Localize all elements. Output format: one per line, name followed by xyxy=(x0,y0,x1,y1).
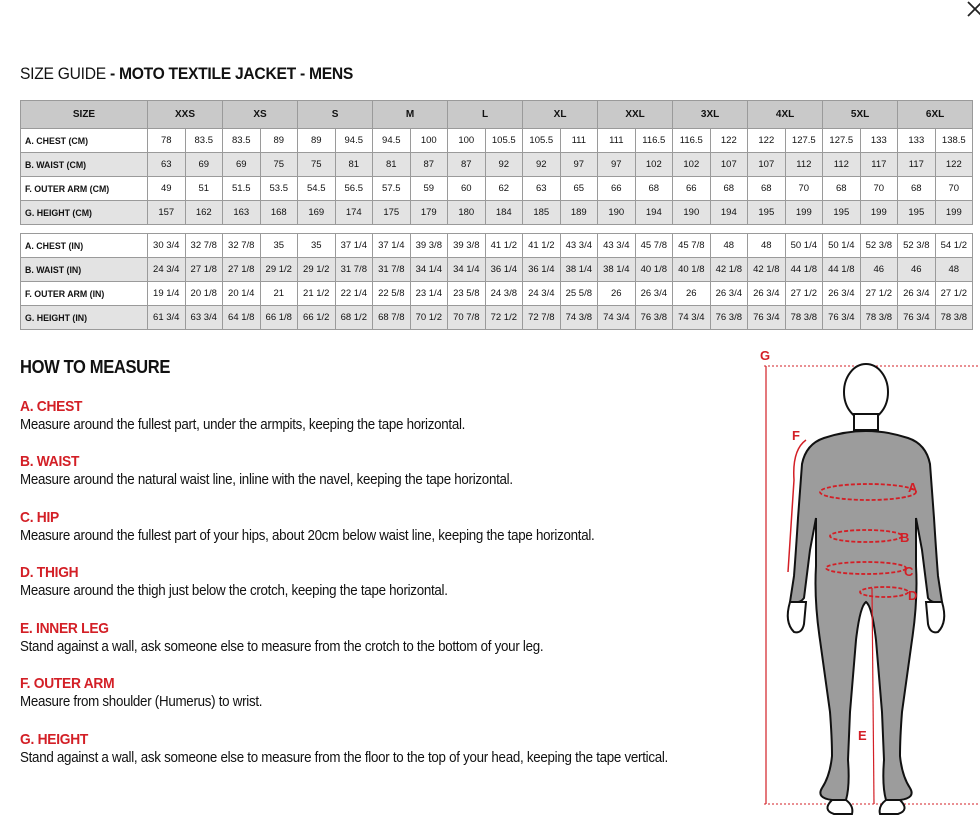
size-header-4xl: 4XL xyxy=(748,101,823,129)
table-cell: 175 xyxy=(373,201,411,225)
table-cell: 52 3/8 xyxy=(860,234,898,258)
table-cell: 194 xyxy=(635,201,673,225)
row-label: G. HEIGHT (CM) xyxy=(21,201,148,225)
row-label: F. OUTER ARM (IN) xyxy=(21,282,148,306)
table-cell: 46 xyxy=(860,258,898,282)
table-cell: 168 xyxy=(260,201,298,225)
table-cell: 25 5/8 xyxy=(560,282,598,306)
label-c: C xyxy=(904,564,914,579)
table-cell: 69 xyxy=(185,153,223,177)
table-cell: 94.5 xyxy=(373,129,411,153)
table-cell: 122 xyxy=(710,129,748,153)
size-header-s: S xyxy=(298,101,373,129)
table-cell: 51.5 xyxy=(223,177,261,201)
table-cell: 32 7/8 xyxy=(185,234,223,258)
table-cell: 49 xyxy=(148,177,186,201)
table-cell: 19 1/4 xyxy=(148,282,186,306)
table-cell: 68 xyxy=(710,177,748,201)
table-cell: 52 3/8 xyxy=(898,234,936,258)
measure-item-height xyxy=(20,731,724,766)
table-cell: 37 1/4 xyxy=(373,234,411,258)
table-cell: 68 xyxy=(898,177,936,201)
measure-description: Measure around the fullest part of your hips, about 20cm below waist line, keeping the tape horizontal. xyxy=(20,528,595,544)
table-row xyxy=(21,201,973,225)
table-row xyxy=(21,177,973,201)
table-cell: 83.5 xyxy=(223,129,261,153)
table-cell: 61 3/4 xyxy=(148,306,186,330)
table-cell: 24 3/4 xyxy=(148,258,186,282)
table-cell: 190 xyxy=(598,201,636,225)
table-cell: 41 1/2 xyxy=(523,234,561,258)
table-cell: 57.5 xyxy=(373,177,411,201)
size-table xyxy=(20,100,973,330)
table-cell: 69 xyxy=(223,153,261,177)
table-cell: 111 xyxy=(598,129,636,153)
table-cell: 63 xyxy=(523,177,561,201)
measure-description: Measure around the fullest part, under the armpits, keeping the tape horizontal. xyxy=(20,417,466,433)
table-cell: 184 xyxy=(485,201,523,225)
table-cell: 78 xyxy=(148,129,186,153)
table-cell: 34 1/4 xyxy=(448,258,486,282)
table-cell: 97 xyxy=(560,153,598,177)
table-cell: 116.5 xyxy=(673,129,711,153)
measure-heading: E. INNER LEG xyxy=(20,620,109,637)
table-cell: 35 xyxy=(260,234,298,258)
table-cell: 66 xyxy=(673,177,711,201)
table-cell: 94.5 xyxy=(335,129,373,153)
table-cell: 127.5 xyxy=(785,129,823,153)
table-row xyxy=(21,258,973,282)
size-header-label: SIZE xyxy=(21,101,148,129)
table-cell: 27 1/2 xyxy=(860,282,898,306)
table-cell: 35 xyxy=(298,234,336,258)
table-cell: 74 3/4 xyxy=(673,306,711,330)
table-cell: 38 1/4 xyxy=(560,258,598,282)
table-cell: 66 1/2 xyxy=(298,306,336,330)
measure-item-outer-arm xyxy=(20,675,283,710)
table-cell: 78 3/8 xyxy=(860,306,898,330)
table-cell: 31 7/8 xyxy=(373,258,411,282)
table-cell: 24 3/8 xyxy=(485,282,523,306)
size-header-l: L xyxy=(448,101,523,129)
table-row xyxy=(21,129,973,153)
table-cell: 189 xyxy=(560,201,598,225)
size-header-5xl: 5XL xyxy=(823,101,898,129)
table-cell: 138.5 xyxy=(935,129,973,153)
table-cell: 87 xyxy=(410,153,448,177)
table-cell: 53.5 xyxy=(260,177,298,201)
table-cell: 70 xyxy=(785,177,823,201)
table-cell: 117 xyxy=(898,153,936,177)
label-d: D xyxy=(908,588,918,603)
table-row xyxy=(21,306,973,330)
table-cell: 46 xyxy=(898,258,936,282)
size-header-xl: XL xyxy=(523,101,598,129)
table-cell: 76 3/4 xyxy=(748,306,786,330)
size-header-3xl: 3XL xyxy=(673,101,748,129)
table-cell: 38 1/4 xyxy=(598,258,636,282)
table-cell: 127.5 xyxy=(823,129,861,153)
table-cell: 36 1/4 xyxy=(485,258,523,282)
measure-heading: C. HIP xyxy=(20,509,59,526)
table-cell: 76 3/4 xyxy=(823,306,861,330)
table-cell: 48 xyxy=(748,234,786,258)
table-cell: 41 1/2 xyxy=(485,234,523,258)
table-cell: 74 3/4 xyxy=(598,306,636,330)
measure-description: Stand against a wall, ask someone else to measure from the floor to the top of your head, keeping the tape vertical. xyxy=(20,750,668,766)
table-cell: 76 3/8 xyxy=(635,306,673,330)
table-cell: 22 1/4 xyxy=(335,282,373,306)
table-cell: 157 xyxy=(148,201,186,225)
table-cell: 29 1/2 xyxy=(260,258,298,282)
table-cell: 34 1/4 xyxy=(410,258,448,282)
how-to-measure-title: HOW TO MEASURE xyxy=(20,357,171,377)
table-cell: 42 1/8 xyxy=(748,258,786,282)
table-cell: 26 3/4 xyxy=(710,282,748,306)
table-cell: 50 1/4 xyxy=(785,234,823,258)
table-cell: 89 xyxy=(260,129,298,153)
table-cell: 133 xyxy=(898,129,936,153)
table-cell: 195 xyxy=(823,201,861,225)
table-spacer-row xyxy=(21,225,973,234)
size-header-6xl: 6XL xyxy=(898,101,973,129)
page-title xyxy=(20,64,353,84)
table-cell: 180 xyxy=(448,201,486,225)
table-cell: 40 1/8 xyxy=(673,258,711,282)
label-e: E xyxy=(858,728,867,743)
table-cell: 27 1/2 xyxy=(935,282,973,306)
measure-description: Measure from shoulder (Humerus) to wrist. xyxy=(20,694,263,710)
measure-heading: B. WAIST xyxy=(20,453,80,470)
table-cell: 26 3/4 xyxy=(898,282,936,306)
table-cell: 75 xyxy=(298,153,336,177)
table-cell: 54 1/2 xyxy=(935,234,973,258)
row-label: B. WAIST (CM) xyxy=(21,153,148,177)
table-cell: 39 3/8 xyxy=(410,234,448,258)
label-g: G xyxy=(760,348,771,363)
table-cell: 122 xyxy=(748,129,786,153)
table-cell: 65 xyxy=(560,177,598,201)
table-cell: 29 1/2 xyxy=(298,258,336,282)
table-cell: 56.5 xyxy=(335,177,373,201)
table-cell: 162 xyxy=(185,201,223,225)
table-cell: 32 7/8 xyxy=(223,234,261,258)
table-cell: 70 7/8 xyxy=(448,306,486,330)
table-cell: 70 1/2 xyxy=(410,306,448,330)
measure-item-waist xyxy=(20,453,556,488)
table-cell: 194 xyxy=(710,201,748,225)
table-cell: 68 1/2 xyxy=(335,306,373,330)
table-cell: 48 xyxy=(935,258,973,282)
close-icon[interactable] xyxy=(962,0,980,20)
label-f: F xyxy=(792,428,800,443)
table-cell: 122 xyxy=(935,153,973,177)
table-cell: 68 xyxy=(823,177,861,201)
table-cell: 107 xyxy=(710,153,748,177)
measure-description: Stand against a wall, ask someone else to measure from the crotch to the bottom of your leg. xyxy=(20,639,544,655)
table-cell: 169 xyxy=(298,201,336,225)
table-cell: 70 xyxy=(935,177,973,201)
table-cell: 76 3/8 xyxy=(710,306,748,330)
table-cell: 23 5/8 xyxy=(448,282,486,306)
table-cell: 40 1/8 xyxy=(635,258,673,282)
table-cell: 50 1/4 xyxy=(823,234,861,258)
measure-item-thigh xyxy=(20,564,485,599)
table-cell: 26 3/4 xyxy=(748,282,786,306)
table-cell: 68 7/8 xyxy=(373,306,411,330)
table-cell: 30 3/4 xyxy=(148,234,186,258)
table-cell: 105.5 xyxy=(485,129,523,153)
table-cell: 26 3/4 xyxy=(823,282,861,306)
table-cell: 43 3/4 xyxy=(560,234,598,258)
table-cell: 163 xyxy=(223,201,261,225)
table-cell: 45 7/8 xyxy=(635,234,673,258)
table-cell: 45 7/8 xyxy=(673,234,711,258)
table-cell: 68 xyxy=(635,177,673,201)
table-cell: 174 xyxy=(335,201,373,225)
table-cell: 63 xyxy=(148,153,186,177)
table-cell: 97 xyxy=(598,153,636,177)
table-cell: 74 3/8 xyxy=(560,306,598,330)
row-label: G. HEIGHT (IN) xyxy=(21,306,148,330)
table-cell: 59 xyxy=(410,177,448,201)
table-cell: 66 xyxy=(598,177,636,201)
size-header-xxl: XXL xyxy=(598,101,673,129)
table-cell: 62 xyxy=(485,177,523,201)
label-b: B xyxy=(900,530,910,545)
table-cell: 51 xyxy=(185,177,223,201)
table-cell: 26 xyxy=(598,282,636,306)
size-header-m: M xyxy=(373,101,448,129)
table-cell: 26 3/4 xyxy=(635,282,673,306)
table-cell: 42 1/8 xyxy=(710,258,748,282)
table-cell: 21 1/2 xyxy=(298,282,336,306)
table-cell: 64 1/8 xyxy=(223,306,261,330)
size-header-row xyxy=(21,101,973,129)
table-cell: 102 xyxy=(635,153,673,177)
measure-heading: D. THIGH xyxy=(20,564,79,581)
measure-item-chest xyxy=(20,398,504,433)
table-cell: 179 xyxy=(410,201,448,225)
table-cell: 81 xyxy=(373,153,411,177)
table-cell: 27 1/8 xyxy=(223,258,261,282)
table-cell: 117 xyxy=(860,153,898,177)
table-cell: 20 1/8 xyxy=(185,282,223,306)
table-cell: 92 xyxy=(523,153,561,177)
table-cell: 31 7/8 xyxy=(335,258,373,282)
table-cell: 133 xyxy=(860,129,898,153)
table-cell: 37 1/4 xyxy=(335,234,373,258)
size-header-xs: XS xyxy=(223,101,298,129)
table-cell: 66 1/8 xyxy=(260,306,298,330)
title-product: - MOTO TEXTILE JACKET - MENS xyxy=(105,64,354,83)
table-cell: 92 xyxy=(485,153,523,177)
table-spacer xyxy=(21,225,973,234)
size-header-xxs: XXS xyxy=(148,101,223,129)
table-cell: 43 3/4 xyxy=(598,234,636,258)
table-cell: 63 3/4 xyxy=(185,306,223,330)
table-cell: 185 xyxy=(523,201,561,225)
table-cell: 105.5 xyxy=(523,129,561,153)
table-cell: 107 xyxy=(748,153,786,177)
table-cell: 81 xyxy=(335,153,373,177)
table-cell: 54.5 xyxy=(298,177,336,201)
measure-heading: G. HEIGHT xyxy=(20,731,89,748)
measure-heading: A. CHEST xyxy=(20,398,83,415)
table-cell: 199 xyxy=(860,201,898,225)
table-cell: 111 xyxy=(560,129,598,153)
table-cell: 199 xyxy=(935,201,973,225)
table-cell: 70 xyxy=(860,177,898,201)
row-label: B. WAIST (IN) xyxy=(21,258,148,282)
table-cell: 89 xyxy=(298,129,336,153)
table-row xyxy=(21,153,973,177)
table-cell: 83.5 xyxy=(185,129,223,153)
label-a: A xyxy=(908,480,918,495)
table-cell: 100 xyxy=(410,129,448,153)
measure-item-hip xyxy=(20,509,644,544)
table-cell: 76 3/4 xyxy=(898,306,936,330)
title-prefix: SIZE GUIDE xyxy=(20,64,106,83)
table-cell: 102 xyxy=(673,153,711,177)
row-label: A. CHEST (IN) xyxy=(21,234,148,258)
table-cell: 44 1/8 xyxy=(823,258,861,282)
table-cell: 195 xyxy=(748,201,786,225)
table-cell: 27 1/2 xyxy=(785,282,823,306)
table-cell: 21 xyxy=(260,282,298,306)
table-cell: 68 xyxy=(748,177,786,201)
table-cell: 44 1/8 xyxy=(785,258,823,282)
table-cell: 87 xyxy=(448,153,486,177)
table-cell: 195 xyxy=(898,201,936,225)
table-cell: 39 3/8 xyxy=(448,234,486,258)
table-cell: 26 xyxy=(673,282,711,306)
table-cell: 72 7/8 xyxy=(523,306,561,330)
table-cell: 22 5/8 xyxy=(373,282,411,306)
table-cell: 190 xyxy=(673,201,711,225)
table-cell: 60 xyxy=(448,177,486,201)
table-cell: 199 xyxy=(785,201,823,225)
table-cell: 116.5 xyxy=(635,129,673,153)
table-cell: 23 1/4 xyxy=(410,282,448,306)
table-cell: 27 1/8 xyxy=(185,258,223,282)
row-label: F. OUTER ARM (CM) xyxy=(21,177,148,201)
row-label: A. CHEST (CM) xyxy=(21,129,148,153)
measure-item-inner-leg xyxy=(20,620,589,655)
table-row xyxy=(21,234,973,258)
table-cell: 24 3/4 xyxy=(523,282,561,306)
table-cell: 72 1/2 xyxy=(485,306,523,330)
table-row xyxy=(21,282,973,306)
table-cell: 78 3/8 xyxy=(785,306,823,330)
table-cell: 78 3/8 xyxy=(935,306,973,330)
table-cell: 20 1/4 xyxy=(223,282,261,306)
table-cell: 112 xyxy=(785,153,823,177)
table-cell: 36 1/4 xyxy=(523,258,561,282)
measure-description: Measure around the thigh just below the crotch, keeping the tape horizontal. xyxy=(20,583,448,599)
table-cell: 112 xyxy=(823,153,861,177)
table-cell: 100 xyxy=(448,129,486,153)
table-cell: 75 xyxy=(260,153,298,177)
measure-description: Measure around the natural waist line, inline with the navel, keeping the tape horizontal. xyxy=(20,472,513,488)
measure-heading: F. OUTER ARM xyxy=(20,675,115,692)
table-cell: 48 xyxy=(710,234,748,258)
body-measure-figure xyxy=(750,340,980,820)
